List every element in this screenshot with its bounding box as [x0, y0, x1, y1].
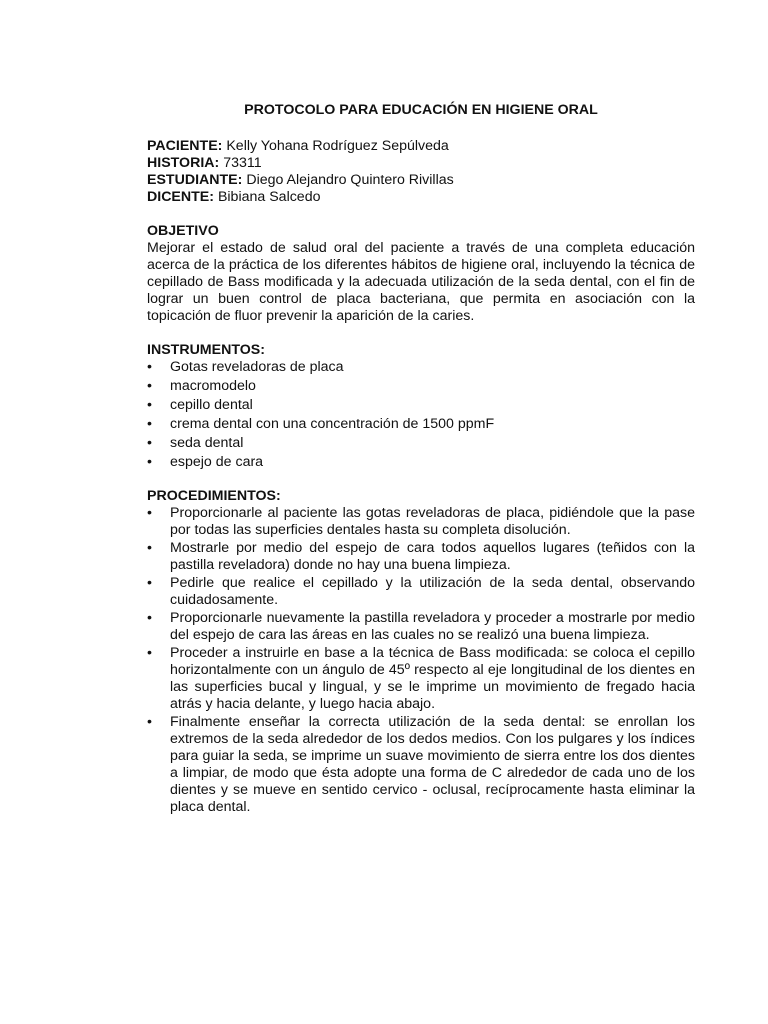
meta-value: Bibiana Salcedo — [214, 189, 321, 205]
instrumentos-heading: INSTRUMENTOS: — [147, 342, 265, 358]
meta-estudiante — [147, 172, 695, 189]
list-item-text: Mostrarle por medio del espejo de cara todos aquellos lugares (teñidos con la pastilla reveladora) donde no hay una buena limpieza. — [170, 540, 695, 573]
list-item — [147, 416, 695, 433]
list-item — [147, 378, 695, 395]
list-item — [147, 575, 695, 609]
instrumentos-list — [147, 359, 695, 471]
list-item-text: Proporcionarle al paciente las gotas reveladoras de placa, pidiéndole que la pase por todas las superficies dentales hasta su completa disolución. — [170, 505, 695, 538]
list-item — [147, 454, 695, 471]
meta-dicente — [147, 189, 695, 206]
bullet-icon: • — [147, 645, 152, 661]
meta-label: PACIENTE: — [147, 138, 223, 154]
objetivo-text: Mejorar el estado de salud oral del paciente a través de una completa educación acerca de la práctica de los diferentes hábitos de higiene oral, incluyendo la técnica de cepillado de Bass modificada y la adecuada utilización de la seda dental, con el fin de lograr un buen control de placa bacteriana, que permita en asociación con la topicación de fluor prevenir la aparición de la caries. — [147, 240, 695, 324]
objetivo-section — [147, 223, 695, 325]
list-item-text: Pedirle que realice el cepillado y la utilización de la seda dental, observando cuidadosamente. — [170, 575, 695, 608]
bullet-icon: • — [147, 397, 152, 413]
meta-historia — [147, 155, 695, 172]
list-item-text: cepillo dental — [170, 397, 253, 413]
meta-value: Diego Alejandro Quintero Rivillas — [242, 172, 454, 188]
list-item — [147, 435, 695, 452]
meta-value: 73311 — [219, 155, 262, 171]
procedimientos-heading: PROCEDIMIENTOS: — [147, 488, 281, 504]
bullet-icon: • — [147, 575, 152, 591]
list-item-text: Finalmente enseñar la correcta utilización de la seda dental: se enrollan los extremos de la seda alrededor de los dedos medios. Con los pulgares y los índices para guiar la seda, se imprime un suave movimiento de sierra entre los dos dientes a limpiar, de modo que ésta adopte una forma de C alrededor de cada uno de los dientes y se mueve en sentido cervico - oclusal, recíprocamente hasta eliminar la placa dental. — [170, 714, 695, 815]
list-item — [147, 359, 695, 376]
list-item — [147, 610, 695, 644]
list-item-text: Proceder a instruirle en base a la técnica de Bass modificada: se coloca el cepillo horizontalmente con un ángulo de 45º respecto al eje longitudinal de los dientes en las superficies bucal y lingual, y se le imprime un movimiento de fregado hacia atrás y hacia delante, y luego hacia abajo. — [170, 645, 695, 712]
list-item-text: seda dental — [170, 435, 244, 451]
procedimientos-section — [147, 488, 695, 816]
list-item — [147, 645, 695, 713]
patient-info — [147, 138, 695, 206]
bullet-icon: • — [147, 359, 152, 375]
bullet-icon: • — [147, 435, 152, 451]
list-item-text: espejo de cara — [170, 454, 264, 470]
procedimientos-list — [147, 505, 695, 816]
bullet-icon: • — [147, 378, 152, 394]
bullet-icon: • — [147, 416, 152, 432]
meta-label: DICENTE: — [147, 189, 214, 205]
meta-label: ESTUDIANTE: — [147, 172, 243, 188]
list-item — [147, 714, 695, 816]
objetivo-heading: OBJETIVO — [147, 223, 219, 239]
meta-label: HISTORIA: — [147, 155, 220, 171]
list-item-text: macromodelo — [170, 378, 256, 394]
meta-value: Kelly Yohana Rodríguez Sepúlveda — [222, 138, 449, 154]
list-item-text: Proporcionarle nuevamente la pastilla reveladora y proceder a mostrarle por medio del espejo de cara las áreas en las cuales no se realizó una buena limpieza. — [170, 610, 695, 643]
bullet-icon: • — [147, 454, 152, 470]
list-item — [147, 540, 695, 574]
bullet-icon: • — [147, 610, 152, 626]
meta-paciente — [147, 138, 695, 155]
bullet-icon: • — [147, 714, 152, 730]
list-item — [147, 397, 695, 414]
document-title: PROTOCOLO PARA EDUCACIÓN EN HIGIENE ORAL — [244, 102, 598, 118]
list-item — [147, 505, 695, 539]
instrumentos-section — [147, 342, 695, 471]
list-item-text: crema dental con una concentración de 1500 ppmF — [170, 416, 495, 432]
document-page — [147, 102, 695, 817]
bullet-icon: • — [147, 540, 152, 556]
list-item-text: Gotas reveladoras de placa — [170, 359, 344, 375]
bullet-icon: • — [147, 505, 152, 521]
